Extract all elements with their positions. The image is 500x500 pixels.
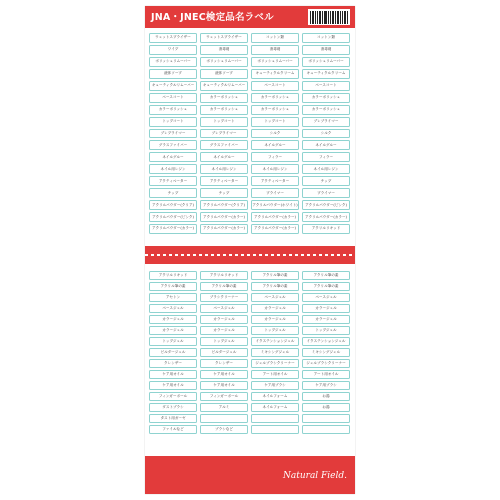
label-sticker[interactable]: ネイル用レジン — [200, 164, 248, 174]
label-sticker[interactable]: アート用オイル — [302, 370, 350, 379]
label-sticker[interactable]: カラーポリッシュ — [200, 93, 248, 103]
label-grid-bottom — [149, 270, 351, 435]
label-sticker[interactable]: ベースジェル — [200, 304, 248, 313]
label-sticker[interactable]: カラージェル — [251, 315, 299, 324]
label-sticker[interactable]: ケア用ブラシ — [302, 381, 350, 390]
perforation-line — [145, 254, 355, 256]
label-sticker[interactable]: アルミ — [200, 403, 248, 412]
label-sticker[interactable] — [251, 425, 299, 434]
label-sticker[interactable]: カラーポリッシュ — [251, 105, 299, 115]
label-sticker[interactable]: タスト用ガーゼ — [149, 414, 197, 423]
label-sticker[interactable]: カラージェル — [200, 315, 248, 324]
label-sticker[interactable]: ビルダージェル — [200, 348, 248, 357]
label-sticker[interactable]: ワイプ — [149, 45, 197, 55]
label-sticker[interactable]: ベースジェル — [251, 293, 299, 302]
label-sticker[interactable]: 消毒剤 — [200, 45, 248, 55]
label-sticker[interactable]: カラージェル — [149, 315, 197, 324]
label-sticker[interactable]: クレンザー — [200, 359, 248, 368]
label-sticker[interactable]: クレンザー — [149, 359, 197, 368]
label-sticker[interactable]: プライマー — [251, 188, 299, 198]
label-sticker[interactable]: お湯 — [302, 403, 350, 412]
label-sticker[interactable]: ケア用オイル — [200, 370, 248, 379]
label-sticker[interactable] — [302, 414, 350, 423]
label-sticker[interactable]: ポリッシュリムーバー — [302, 57, 350, 67]
label-sticker[interactable]: カラーポリッシュ — [302, 93, 350, 103]
label-sticker[interactable]: アクリル筆の素 — [200, 282, 248, 291]
label-sticker[interactable]: 液体ソープ — [200, 69, 248, 79]
label-sticker[interactable]: アクリル筆の素 — [251, 282, 299, 291]
label-sticker[interactable]: フィンガーボール — [200, 392, 248, 401]
barcode-icon — [308, 9, 350, 25]
label-sticker[interactable]: アクリルパウダー(カラー) — [302, 212, 350, 222]
label-sticker[interactable]: ポリッシュリムーバー — [149, 57, 197, 67]
label-sticker[interactable]: ケア用オイル — [149, 370, 197, 379]
label-sticker[interactable]: トップジェル — [149, 337, 197, 346]
label-section-bottom — [145, 264, 355, 456]
label-sticker[interactable]: ジェルブラシクリーナー — [251, 359, 299, 368]
label-sticker[interactable]: カラージェル — [200, 326, 248, 335]
label-sticker[interactable]: アクリル筆の素 — [149, 282, 197, 291]
label-sticker[interactable]: お湯 — [302, 392, 350, 401]
label-sticker[interactable]: ミキシングジェル — [251, 348, 299, 357]
label-sticker[interactable]: カラーポリッシュ — [200, 105, 248, 115]
label-sticker[interactable]: ケア用オイル — [200, 381, 248, 390]
label-sticker[interactable]: トップコート — [200, 117, 248, 127]
label-sticker[interactable]: フィンガーボール — [149, 392, 197, 401]
sheet-title: JNA・JNEC検定品名ラベル — [151, 12, 274, 23]
label-sticker[interactable]: キューティクルリムーバー — [200, 81, 248, 91]
label-sticker[interactable]: 液体ソープ — [149, 69, 197, 79]
label-sticker[interactable]: トップコート — [251, 117, 299, 127]
label-sticker[interactable]: ネイル用レジン — [251, 164, 299, 174]
label-sticker[interactable]: ケア用オイル — [149, 381, 197, 390]
label-sticker[interactable]: ネイル用レジン — [302, 164, 350, 174]
label-sticker[interactable]: トップジェル — [200, 337, 248, 346]
label-sticker[interactable]: アクリルリキッド — [302, 224, 350, 234]
label-sticker[interactable]: アクリルパウダー(クリア) — [149, 200, 197, 210]
label-sticker[interactable]: トップコート — [149, 117, 197, 127]
label-sticker[interactable]: ケア用ブラシ — [251, 381, 299, 390]
label-grid-top — [149, 32, 351, 235]
label-sheet — [145, 6, 355, 494]
label-sticker[interactable]: ベースコート — [251, 81, 299, 91]
label-sticker[interactable]: ブラシクリーナー — [200, 293, 248, 302]
label-sticker[interactable]: アクリルパウダー(カラー) — [200, 224, 248, 234]
label-sticker[interactable]: トップジェル — [302, 326, 350, 335]
label-sticker[interactable]: イクステンションジェル — [302, 337, 350, 346]
label-sticker[interactable]: アクリル筆の素 — [251, 271, 299, 280]
label-sticker[interactable]: カラーポリッシュ — [149, 105, 197, 115]
label-sticker[interactable]: 消毒剤 — [251, 45, 299, 55]
label-sticker[interactable]: グラスファイバー — [200, 140, 248, 150]
label-sticker[interactable]: ネイルフォーム — [251, 403, 299, 412]
label-section-top — [145, 28, 355, 246]
label-sticker[interactable]: フィラー — [251, 152, 299, 162]
label-sticker[interactable]: アクティベーター — [200, 176, 248, 186]
label-sticker[interactable] — [200, 414, 248, 423]
label-sticker[interactable]: カラージェル — [251, 304, 299, 313]
label-sticker[interactable]: アクリルリキッド — [149, 271, 197, 280]
label-sticker[interactable]: イクステンションジェル — [251, 337, 299, 346]
label-sticker[interactable]: ベースジェル — [302, 293, 350, 302]
label-sticker[interactable]: ベースコート — [149, 93, 197, 103]
label-sticker[interactable]: アクリルリキッド — [200, 271, 248, 280]
label-sticker[interactable]: カラージェル — [302, 304, 350, 313]
label-sticker[interactable]: ネイルグルー — [302, 140, 350, 150]
label-sticker[interactable]: ネイルグルー — [200, 152, 248, 162]
label-sticker[interactable]: アクリルパウダー(ホワイト) — [251, 200, 299, 210]
label-sticker[interactable]: アセトン — [149, 293, 197, 302]
label-sticker[interactable]: アクリルパウダー(カラー) — [200, 212, 248, 222]
label-sticker[interactable]: ダストブラシ — [149, 403, 197, 412]
label-sticker[interactable]: カラーポリッシュ — [251, 93, 299, 103]
label-sticker[interactable]: ポリッシュリムーバー — [251, 57, 299, 67]
label-sticker[interactable]: ビルダージェル — [149, 348, 197, 357]
label-sticker[interactable]: コットン類 — [302, 33, 350, 43]
perforation-band — [145, 246, 355, 264]
label-sticker[interactable]: キューティクルクリーム — [251, 69, 299, 79]
label-sticker[interactable]: ブレプライマー — [200, 129, 248, 139]
label-sticker[interactable]: トップジェル — [251, 326, 299, 335]
label-sticker[interactable]: フィラー — [302, 152, 350, 162]
label-sticker[interactable]: ポリッシュリムーバー — [200, 57, 248, 67]
label-sticker[interactable]: ネイル用レジン — [149, 164, 197, 174]
label-sticker[interactable]: キューティクルリムーバー — [149, 81, 197, 91]
label-sticker[interactable]: カラーポリッシュ — [302, 105, 350, 115]
label-sticker[interactable]: シルク — [302, 129, 350, 139]
label-sticker[interactable]: アクリル筆の素 — [302, 282, 350, 291]
brand-logo: Natural Field. — [282, 471, 347, 481]
label-sticker[interactable]: アクリル筆の素 — [302, 271, 350, 280]
label-sticker[interactable]: チップ — [200, 188, 248, 198]
label-sticker[interactable]: ブレブライマー — [302, 117, 350, 127]
label-sticker[interactable]: カラージェル — [302, 315, 350, 324]
label-sticker[interactable]: アクティベーター — [251, 176, 299, 186]
label-sticker[interactable]: ネイルフォーム — [251, 392, 299, 401]
label-sticker[interactable]: ネイルグルー — [149, 152, 197, 162]
label-sticker[interactable]: プライマー — [302, 188, 350, 198]
label-sticker[interactable]: 消毒剤 — [302, 45, 350, 55]
label-sticker[interactable]: ブレプライマー — [149, 129, 197, 139]
label-sticker[interactable] — [251, 414, 299, 423]
label-sticker[interactable]: チップ — [149, 188, 197, 198]
label-sticker[interactable]: アクリルパウダー(カラー) — [251, 224, 299, 234]
label-sticker[interactable]: ミキシングジェル — [302, 348, 350, 357]
label-sticker[interactable]: グラスファイバー — [149, 140, 197, 150]
label-sticker[interactable]: ウェットスプライザー — [200, 33, 248, 43]
label-sticker[interactable]: チップ — [302, 176, 350, 186]
label-sticker[interactable]: ジェルブラシクリーナー — [302, 359, 350, 368]
label-sticker[interactable] — [302, 425, 350, 434]
label-sticker[interactable]: コットン類 — [251, 33, 299, 43]
label-sticker[interactable]: ベースジェル — [149, 304, 197, 313]
sheet-footer — [145, 456, 355, 494]
label-sticker[interactable]: アート用オイル — [251, 370, 299, 379]
sheet-header — [145, 6, 355, 28]
label-sticker[interactable]: アクリルパウダー(ピンク) — [302, 200, 350, 210]
label-sticker[interactable]: アクリルパウダー(カラー) — [251, 212, 299, 222]
label-sticker[interactable]: ウェットスプライザー — [149, 33, 197, 43]
label-sticker[interactable]: ネイルグルー — [251, 140, 299, 150]
label-sticker[interactable]: アクリルパウダー(クリア) — [200, 200, 248, 210]
label-sticker[interactable]: ファイルなど — [149, 425, 197, 434]
label-sticker[interactable]: キューティクルクリーム — [302, 69, 350, 79]
label-sticker[interactable]: カラージェル — [149, 326, 197, 335]
label-sticker[interactable]: ベースコート — [302, 81, 350, 91]
label-sticker[interactable]: アクリルパウダー(カラー) — [149, 224, 197, 234]
label-sticker[interactable]: アクティベーター — [149, 176, 197, 186]
label-sticker[interactable]: アクリルパウダー(ピンク) — [149, 212, 197, 222]
label-sticker[interactable]: シルク — [251, 129, 299, 139]
label-sticker[interactable]: ブラシなど — [200, 425, 248, 434]
